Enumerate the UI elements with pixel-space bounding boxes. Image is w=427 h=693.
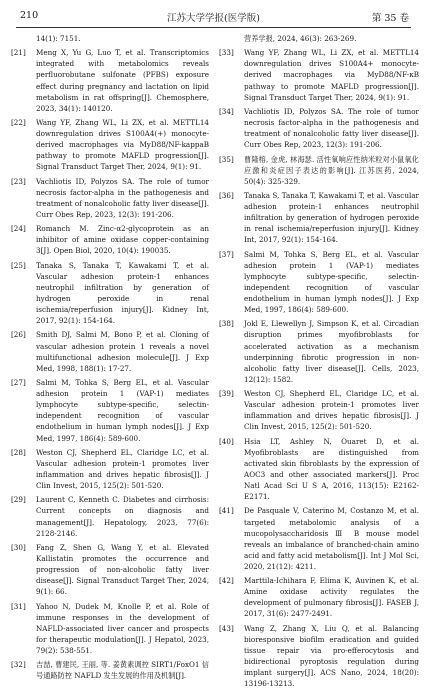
reference-number: [21] (11, 48, 26, 58)
reference-text: Hsia LT, Ashley N, Ouaret D, et al. Myofibroblasts are distinguished from activated skin fibroblasts by the expression of AOC3 and other associated markers[J]. Proc Natl Acad Sci U S A, 2016, 113(15): E2162-E2171. (244, 436, 419, 502)
reference-item (11, 33, 209, 44)
reference-item (219, 154, 419, 187)
reference-number: [39] (219, 389, 234, 399)
reference-item (219, 623, 419, 690)
reference-number: [42] (219, 576, 234, 586)
page-header (0, 0, 427, 30)
reference-number: [43] (219, 623, 234, 633)
reference-item (11, 659, 209, 681)
reference-item (11, 447, 209, 491)
reference-number: [41] (219, 506, 234, 516)
reference-text: Romanch M. Zinc-α2-glycoprotein as an inhibitor of amine oxidase copper-containing 3[J]. Open Biol, 2020, 10(4): 190035. (36, 224, 209, 256)
reference-item (219, 505, 419, 572)
reference-item (219, 436, 419, 503)
reference-item (11, 542, 209, 597)
reference-item (219, 106, 419, 150)
volume-label: 第 35 卷 (371, 13, 409, 24)
reference-item (11, 377, 209, 444)
reference-text: 曹隆榕, 金虎, 林海瑟. 活性氧响应性纳米粒对小鼠氧化应激和炎症因子表达的影响[J]. 江苏医药, 2024, 50(4): 325-329. (244, 154, 419, 186)
reference-item (11, 223, 209, 256)
reference-number: [29] (11, 495, 26, 505)
reference-text: Weston CJ, Shepherd EL, Claridge LC, et al. Vascular adhesion protein-1 promotes liver inflammation and drives hepatic fibrosis[J]. J Clin Invest, 2015, 125(2): 501-520. (36, 447, 209, 491)
reference-number: [33] (219, 48, 234, 58)
reference-number: [25] (11, 260, 26, 270)
reference-item (219, 249, 419, 316)
reference-text: Wang Z, Zhang X, Liu Q, et al. Balancing bioresponsive biofilm eradication and guided tissue repair via pro-efferocytosis and bidirectional pyroptosis regulation during implant surgery[J]. ACS Nano, 2024, 18(20): 13196-13213. (244, 623, 419, 689)
reference-text: Vachliotis ID, Polyzos SA. The role of tumor necrosis factor-alpha in the pathogenesis and treatment of nonalcoholic fatty liver disease[J]. Curr Obes Rep, 2023, 12(3): 191-206. (36, 176, 209, 219)
reference-text: 吉喆, 曹建民, 王丽, 等. 姜黄素调控 SIRT1/FoxO1 信号通路防控 NAFLD 发生发展的作用及机制[J]. (36, 660, 209, 681)
reference-item (219, 318, 419, 385)
reference-number: [28] (11, 447, 26, 457)
reference-column-left (11, 33, 209, 685)
reference-item (11, 176, 209, 220)
reference-item (219, 47, 419, 102)
reference-number: [24] (11, 224, 26, 234)
reference-number: [31] (11, 601, 26, 611)
reference-number: [23] (11, 176, 26, 186)
reference-text: 营养学报, 2024, 46(3): 263-269. (244, 34, 357, 43)
reference-item (11, 260, 209, 327)
reference-text: Smith DJ, Salmi M, Bono P, et al. Cloning of vascular adhesion protein 1 reveals a novel multifunctional adhesion molecule[J]. J Exp Med, 1998, 188(1): 17-27. (36, 330, 209, 373)
reference-text: Weston CJ, Shepherd EL, Claridge LC, et al. Vascular adhesion protein-1 promotes liver inflammation and drives hepatic fibrosis[J]. J Clin Invest, 2015, 125(2): 501-520. (244, 389, 419, 432)
reference-text: Salmi M, Tohka S, Berg EL, et al. Vascular adhesion protein 1 (VAP-1) mediates lymphocyte subtype-specific, selectin-independent recognition of vascular endothelium in human lymph nodes[J]. J Exp Med, 1997, 186(4): 589-600. (244, 249, 419, 315)
reference-text: Salmi M, Tohka S, Berg EL, et al. Vascular adhesion protein 1 (VAP-1) mediates lymphocyte subtype-specific, selectin-independent recognition of vascular endothelium in human lymph nodes[J]. J Exp Med, 1997, 186(4): 589-600. (36, 378, 209, 443)
reference-number: [40] (219, 436, 234, 446)
reference-number: [37] (219, 249, 234, 259)
reference-item (219, 575, 419, 619)
reference-column-right (219, 33, 419, 693)
reference-item (219, 190, 419, 245)
header-rule (16, 27, 411, 28)
reference-item (11, 117, 209, 172)
reference-item (11, 47, 209, 114)
reference-text: Marttila-Ichihara F, Elima K, Auvinen K, et al. Amine oxidase activity regulates the development of pulmonary fibrosis[J]. FASEB J, 2017, 31(6): 2477-2491. (244, 576, 419, 619)
reference-text: Tanaka S, Tanaka T, Kawakami T, et al. Vascular adhesion protein-1 enhances neutrophil infiltration by generation of hydrogen peroxide in renal ischemia/reperfusion injury[J]. Kidney Int, 2017, 92(1): 154-164. (36, 260, 209, 326)
reference-text: Wang YF, Zhang WL, Li ZX, et al. METTL14 downregulation drives S100A4(+) monocyte-derived macrophages via MyD88/NF-kappaB pathway to promote MAFLD progression[J]. Signal Transduct Target Ther, 2024, 9(1): 91. (36, 118, 209, 172)
reference-number: [30] (11, 542, 26, 552)
reference-text: Fang Z, Shen G, Wang Y, et al. Elevated Kallistatin promotes the occurrence and progression of non-alcoholic fatty liver disease[J]. Signal Transduct Target Ther, 2024, 9(1): 66. (36, 542, 209, 597)
reference-text: Yahoo N, Dudek M, Knolle P, et al. Role of immune responses in the development of NAFLD-associated liver cancer and prospects for therapeutic modulation[J]. J Hepatol, 2023, 79(2): 538-551. (36, 601, 209, 655)
reference-number: [38] (219, 319, 234, 329)
reference-number: [34] (219, 106, 234, 116)
reference-text: 14(1): 7151. (36, 34, 81, 43)
page-number: 210 (20, 10, 39, 21)
reference-number: [26] (11, 330, 26, 340)
reference-text: Laurent C, Kenneth C. Diabetes and cirrhosis: Current concepts on diagnosis and management[J]. Hepatology, 2023, 77(6): 2128-2146. (36, 495, 209, 538)
reference-number: [35] (219, 154, 234, 164)
reference-text: Wang YF, Zhang WL, Li ZX, et al. METTL14 downregulation drives S100A4+ monocyte-derived macrophages via MyD88/NF-κB pathway to promote MAFLD progression[J]. Signal Transduct Target Ther, 2024, 9(1): 91. (244, 48, 419, 102)
reference-item (11, 494, 209, 538)
reference-number: [32] (11, 660, 26, 670)
reference-number: [27] (11, 378, 26, 388)
reference-number: [22] (11, 118, 26, 128)
reference-item (11, 601, 209, 656)
journal-title: 江苏大学学报(医学版) (167, 13, 260, 24)
reference-item (219, 33, 419, 44)
reference-text: Vachliotis ID, Polyzos SA. The role of tumor necrosis factor-alpha in the pathogenesis and treatment of nonalcoholic fatty liver disease[J]. Curr Obes Rep, 2023, 12(3): 191-206. (244, 106, 419, 150)
reference-text: Tanaka S, Tanaka T, Kawakami T, et al. Vascular adhesion protein-1 enhances neutrophil infiltration by generation of hydrogen peroxide in renal ischemia/reperfusion injury[J]. Kidney Int, 2017, 92(1): 154-164. (244, 190, 419, 245)
reference-text: Jokl E, Llewellyn J, Simpson K, et al. Circadian disruption primes myofibroblasts for accelerated activation as a mechanism underpinning fibrotic progression in non-alcoholic fatty liver disease[J]. Cells, 2023, 12(12): 1582. (244, 319, 419, 384)
reference-item (219, 388, 419, 432)
reference-item (11, 329, 209, 373)
reference-number: [36] (219, 190, 234, 200)
reference-text: De Pasquale V, Caterino M, Costanzo M, et al. targeted metabolomic analysis of a mucopolysaccharidosis Ⅲ B mouse model reveals an imbalance of branched-chain amino acid and fatty acid metabolism[J]. Int J Mol Sci, 2020, 21(12): 4211. (244, 506, 419, 571)
reference-text: Meng X, Yu G, Luo T, et al. Transcriptomics integrated with metabolomics reveals perfluorobutane sulfonate (PFBS) exposure effect during pregnancy and lactation on lipid metabolism in rat offspring[J]. Chemosphere, 2023, 34(1): 140120. (36, 48, 209, 113)
